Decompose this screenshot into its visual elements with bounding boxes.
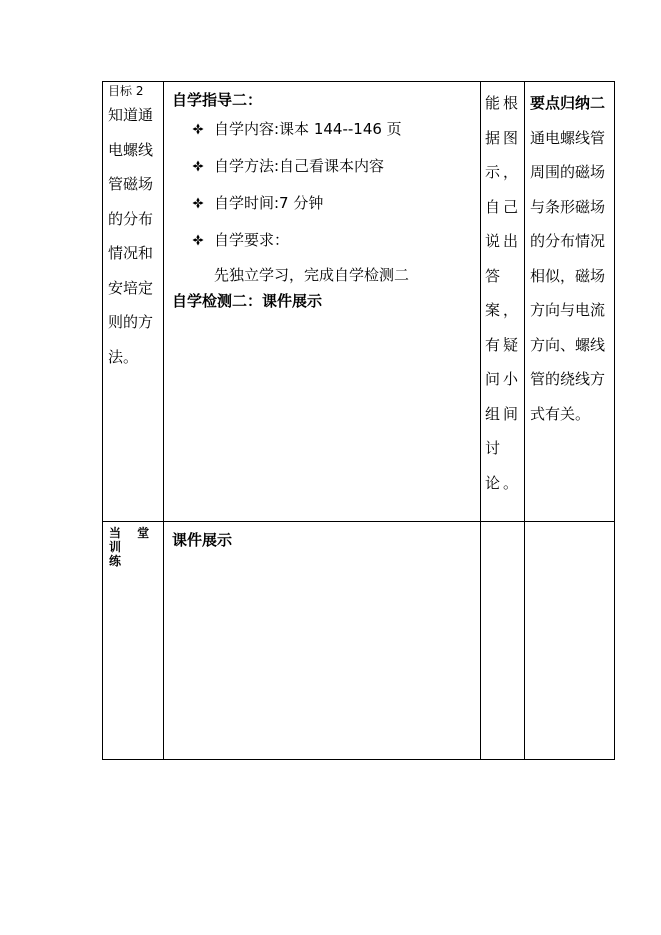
- summary-lines: [530, 121, 614, 432]
- student-line: 有疑: [485, 335, 522, 354]
- goal-line: 法。: [108, 347, 139, 366]
- summary-line: 相似，磁场: [530, 266, 606, 285]
- diamond-bullet-icon: [192, 123, 204, 135]
- guide-bullet: [164, 147, 480, 184]
- goal-line: 电螺线: [108, 140, 154, 159]
- training-content: 课件展示: [172, 531, 233, 549]
- diamond-bullet-icon: [192, 197, 204, 209]
- student-line: 据图: [485, 128, 522, 147]
- summary-line: 的分布情况: [530, 232, 606, 250]
- summary-line: 周围的磁场: [530, 163, 606, 181]
- training-content-cell: [164, 522, 481, 760]
- student-activity-cell: [481, 82, 525, 522]
- guide-bullet-list: [164, 110, 480, 258]
- goal-label: 目标 2: [108, 84, 144, 98]
- training-label: [103, 522, 163, 568]
- student-line: 能根: [485, 94, 522, 112]
- goal-line: 安培定: [108, 278, 154, 297]
- student-line: 答案，: [485, 266, 522, 319]
- guide-bullet-text: 自学要求：: [214, 230, 290, 249]
- requirement-text: 先独立学习，完成自学检测二: [214, 265, 410, 284]
- guide-bullet-text: 自学内容:课本 144--146 页: [214, 119, 402, 138]
- goal-text: [103, 98, 163, 374]
- guide-bullet: [164, 184, 480, 221]
- student-line: 讨论。: [485, 439, 522, 492]
- goal-line: 则的方: [108, 313, 154, 331]
- guide-bullet-text: 自学方法:自己看课本内容: [214, 156, 385, 175]
- goal-line: 情况和: [108, 244, 154, 262]
- student-line: 说出: [485, 232, 522, 250]
- empty-cell: [525, 522, 615, 760]
- student-line: 自己: [485, 197, 522, 216]
- empty-cell: [481, 522, 525, 760]
- student-line: 问小: [485, 370, 522, 388]
- summary-line: 方向、螺线: [530, 335, 606, 354]
- student-line: 示，: [485, 163, 522, 181]
- goal-cell: [103, 82, 164, 522]
- goal-line: 知道通: [108, 106, 154, 124]
- lesson-plan-table: [102, 81, 615, 760]
- diamond-bullet-icon: [192, 160, 204, 172]
- student-line: 组间: [485, 404, 522, 423]
- training-label-line: 练: [109, 554, 128, 568]
- goal-line: 的分布: [108, 209, 154, 228]
- summary-title: 要点归纳二: [530, 94, 606, 112]
- summary-line: 通电螺线管: [530, 128, 606, 147]
- diamond-bullet-icon: [192, 234, 204, 246]
- table-row: [103, 82, 615, 522]
- guide-title: 自学指导二：: [172, 91, 263, 109]
- guide-cell: [164, 82, 481, 522]
- guide-bullet-text: 自学时间:7 分钟: [214, 193, 324, 212]
- training-label-line: 当 堂 训: [109, 526, 156, 554]
- summary-cell: [525, 82, 615, 522]
- student-activity-text: [481, 82, 524, 500]
- table-row: [103, 522, 615, 760]
- check-title: 自学检测二：课件展示: [172, 292, 323, 310]
- guide-bullet: [164, 221, 480, 258]
- guide-bullet: [164, 110, 480, 147]
- summary-line: 管的绕线方: [530, 370, 606, 388]
- summary-text: [525, 82, 614, 431]
- summary-line: 式有关。: [530, 404, 591, 423]
- summary-line: 方向与电流: [530, 301, 606, 319]
- goal-line: 管磁场: [108, 175, 154, 193]
- training-label-cell: [103, 522, 164, 760]
- summary-line: 与条形磁场: [530, 197, 606, 216]
